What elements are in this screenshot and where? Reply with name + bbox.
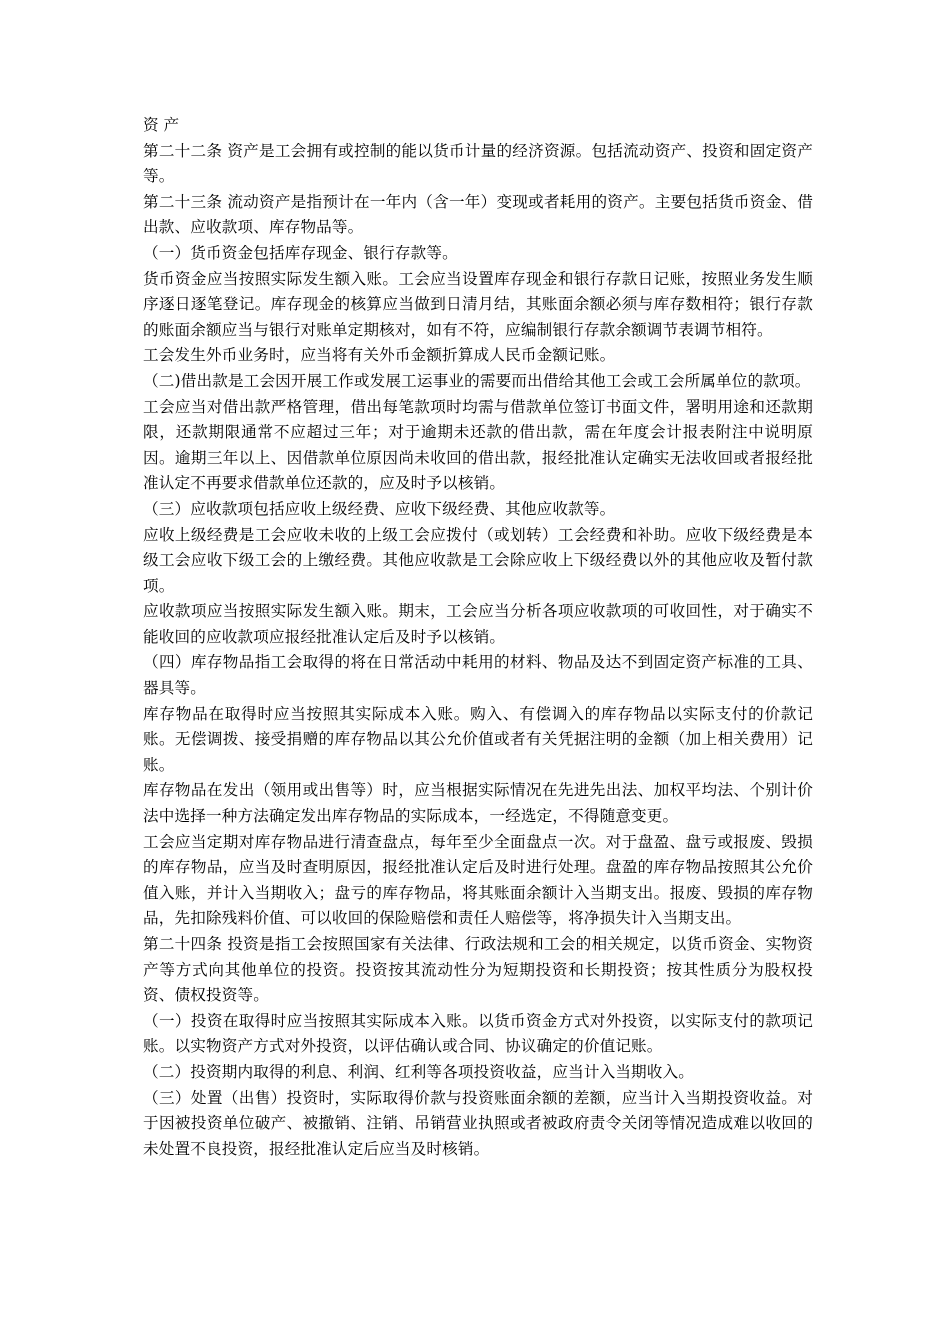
receivables-clause: （三）应收款项包括应收上级经费、应收下级经费、其他应收款等。 (143, 499, 616, 518)
investment-income-clause: （二）投资期内取得的利息、利润、红利等各项投资收益，应当计入当期收入。 (143, 1062, 695, 1081)
article-23-paragraph: 第二十三条 流动资产是指预计在一年内（含一年）变现或者耗用的资产。主要包括货币资金、借出款、应收款项、库存物品等。 (143, 192, 813, 237)
investment-acquisition-clause: （一）投资在取得时应当按照其实际成本入账。以货币资金方式对外投资，以实际支付的款项记账。以实物资产方式对外投资，以评估确认或合同、协议确定的价值记账。 (143, 1011, 813, 1056)
section-title: 资 产 (143, 116, 180, 134)
article-22-paragraph: 第二十二条 资产是工会拥有或控制的能以货币计量的经济资源。包括流动资产、投资和固定资产等。 (143, 141, 813, 186)
receivables-accounting-paragraph: 应收款项应当按照实际发生额入账。期末，工会应当分析各项应收款项的可收回性，对于确实不能收回的应收款项应报经批准认定后及时予以核销。 (143, 602, 813, 646)
article-24-paragraph: 第二十四条 投资是指工会按照国家有关法律、行政法规和工会的相关规定，以货币资金、实物资产等方式向其他单位的投资。投资按其流动性分为短期投资和长期投资；按其性质分为股权投资、债权投资等。 (143, 935, 813, 1005)
document-body (143, 113, 813, 1162)
investment-disposal-clause: （三）处置（出售）投资时，实际取得价款与投资账面余额的差额，应当计入当期投资收益。对于因被投资单位破产、被撤销、注销、吊销营业执照或者被政府责令关闭等情况造成难以收回的未处置不良投资，报经批准认定后应当及时核销。 (143, 1088, 813, 1158)
receivables-definition-paragraph: 应收上级经费是工会应收未收的上级工会应拨付（或划转）工会经费和补助。应收下级经费是本级工会应收下级工会的上缴经费。其他应收款是工会除应收上下级经费以外的其他应收及暂付款项。 (143, 525, 813, 595)
inventory-acquisition-paragraph: 库存物品在取得时应当按照其实际成本入账。购入、有偿调入的库存物品以实际支付的价款记账。无偿调拨、接受捐赠的库存物品以其公允价值或者有关凭据注明的金额（加上相关费用）记账。 (143, 704, 813, 774)
loans-management-paragraph: 工会应当对借出款严格管理，借出每笔款项时均需与借款单位签订书面文件，署明用途和还款期限，还款期限通常不应超过三年；对于逾期未还款的借出款，需在年度会计报表附注中说明原因。逾期三年以上、因借款单位原因尚未收回的借出款，报经批准认定确实无法收回或者报经批准认定不再要求借款单位还款的，应及时予以核销。 (143, 397, 813, 493)
loans-clause: （二)借出款是工会因开展工作或发展工运事业的需要而出借给其他工会或工会所属单位的款项。 (143, 371, 811, 390)
foreign-currency-paragraph: 工会发生外币业务时，应当将有关外币金额折算成人民币金额记账。 (143, 346, 616, 365)
inventory-issue-paragraph: 库存物品在发出（领用或出售等）时，应当根据实际情况在先进先出法、加权平均法、个别计价法中选择一种方法确定发出库存物品的实际成本，一经选定，不得随意变更。 (143, 781, 813, 826)
monetary-funds-clause: （一）货币资金包括库存现金、银行存款等。 (143, 243, 458, 262)
monetary-funds-accounting-paragraph: 货币资金应当按照实际发生额入账。工会应当设置库存现金和银行存款日记账，按照业务发生顺序逐日逐笔登记。库存现金的核算应当做到日清月结，其账面余额必须与库存数相符；银行存款的账面余额应当与银行对账单定期核对，如有不符，应编制银行存款余额调节表调节相符。 (143, 269, 813, 339)
inventory-clause: （四）库存物品指工会取得的将在日常活动中耗用的材料、物品及达不到固定资产标准的工具、器具等。 (143, 653, 813, 698)
inventory-count-paragraph: 工会应当定期对库存物品进行清查盘点，每年至少全面盘点一次。对于盘盈、盘亏或报废、毁损的库存物品，应当及时查明原因，报经批准认定后及时进行处理。盘盈的库存物品按照其公允价值入账，并计入当期收入；盘亏的库存物品，将其账面余额计入当期支出。报废、毁损的库存物品，先扣除残料价值、可以收回的保险赔偿和责任人赔偿等，将净损失计入当期支出。 (143, 832, 813, 928)
